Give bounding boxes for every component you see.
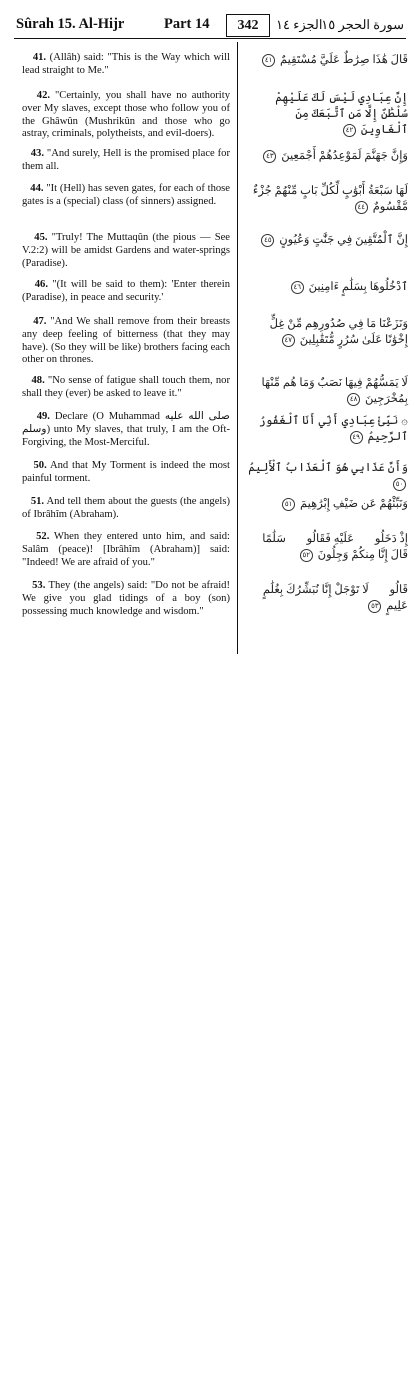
verse-46-arabic: ٱدْخُلُوهَا بِسَلَٰمٍ ءَامِنِينَ ٤٦ [248, 279, 408, 295]
verse-end-marker: ٤٤ [355, 201, 368, 214]
verse-43-arabic: وَإِنَّ جَهَنَّمَ لَمَوْعِدُهُمْ أَجْمَعِينَ ٤٣ [248, 148, 408, 164]
verse-end-marker: ٤٥ [261, 234, 274, 247]
verse-50-arabic: وَأَنَّ عَذَابِي هُوَ ٱلْعَذَابُ ٱلْأَلِيمُ ٥٠ [248, 460, 408, 492]
verse-end-marker: ٥٠ [393, 478, 406, 491]
part-label: Part 14 [164, 16, 210, 32]
verse-end-marker: ٤٢ [343, 124, 356, 137]
verse-end-marker: ٥٢ [300, 549, 313, 562]
verse-end-marker: ٤٨ [347, 393, 360, 406]
verse-end-marker: ٤٦ [291, 281, 304, 294]
verse-53-arabic: قَالُوا۟ لَا تَوْجَلْ إِنَّا نُبَشِّرُكَ بِغُلَٰمٍ عَلِيمٍ ٥٣ [262, 584, 408, 612]
verse-52-arabic: إِذْ دَخَلُوا۟ عَلَيْهِ فَقَالُوا۟ سَلَٰمًا قَالَ إِنَّا مِنكُمْ وَجِلُونَ ٥٢ [262, 533, 408, 561]
verse-47-arabic: وَنَزَعْنَا مَا فِي صُدُورِهِم مِّنْ غِلٍّ إِخْوَٰنًا عَلَىٰ سُرُرٍ مُّتَقَٰبِلِينَ ٤٧ [269, 318, 408, 346]
verse-49-translation: 49. Declare (O Muhammad صلى الله عليه وسلم) unto My slaves, that truly, I am the Oft-Forgiving, the Most-Merciful. [22, 411, 231, 448]
column-divider [237, 42, 238, 654]
verse-end-marker: ٤٩ [350, 431, 363, 444]
verse-49-arabic: ۞ نَبِّئْ عِبَادِي أَنِّي أَنَا ٱلْغَفُورُ ٱلرَّحِيمُ ٤٩ [258, 415, 408, 443]
verse-47-translation: 47. "And We shall remove from their breasts any deep feeling of bitterness (that they may have). (So they will be like) brothers facing each other on thrones. [22, 316, 230, 366]
verse-41-translation: 41. (Allâh) said: "This is the Way which will lead straight to Me." [22, 52, 230, 76]
page-number: 342 [226, 14, 270, 37]
page-header [14, 14, 406, 39]
verse-53-translation: 53. They (the angels) said: "Do not be afraid! We give you glad tidings of a boy (son) possessing much knowledge and wisdom." [22, 580, 230, 617]
verse-43-translation: 43. "And surely, Hell is the promised place for them all. [22, 148, 230, 172]
verse-end-marker: ٤٧ [282, 334, 295, 347]
verse-45-arabic: إِنَّ ٱلْمُتَّقِينَ فِي جَنَّٰتٍ وَعُيُونٍ ٤٥ [248, 232, 408, 248]
verse-44-arabic: لَهَا سَبْعَةُ أَبْوَٰبٍ لِّكُلِّ بَابٍ مِّنْهُمْ جُزْءٌ مَّقْسُومٌ ٤٤ [252, 185, 408, 213]
verse-52-translation: 52. When they entered unto him, and said: Salâm (peace)! [Ibrâhîm (Abraham)] said: "Indeed! We are afraid of you." [22, 531, 230, 568]
verse-42-translation: 42. "Certainly, you shall have no authority over My slaves, except those who follow you of the Ghâwûn (Mushrikûn and those who go astray, criminals, polytheists, and evil-doers). [22, 90, 230, 140]
verse-41-arabic: قَالَ هَٰذَا صِرَٰطٌ عَلَيَّ مُسْتَقِيمٌ ٤١ [248, 52, 408, 68]
verse-end-marker: ٤٣ [263, 150, 276, 163]
verse-44-translation: 44. "It (Hell) has seven gates, for each of those gates is a (special) class (of sinners) assigned. [22, 183, 230, 207]
surah-title: Sûrah 15. Al-Hijr [16, 16, 125, 32]
verse-end-marker: ٤١ [262, 54, 275, 67]
verse-50-translation: 50. And that My Torment is indeed the most painful torment. [22, 460, 230, 484]
verse-42-arabic: إِنَّ عِبَادِي لَيْسَ لَكَ عَلَيْهِمْ سُلْطَٰنٌ إِلَّا مَنِ ٱتَّبَعَكَ مِنَ ٱلْغَاوِينَ ٤٢ [275, 92, 408, 136]
juz-label-arabic: الجزء ١٤ [276, 17, 323, 32]
verse-48-translation: 48. "No sense of fatigue shall touch them, nor shall they (ever) be asked to leave it." [22, 375, 230, 399]
verse-48-arabic: لَا يَمَسُّهُمْ فِيهَا نَصَبٌ وَمَا هُم مِّنْهَا بِمُخْرَجِينَ ٤٨ [261, 377, 408, 405]
verse-46-translation: 46. "(It will be said to them): 'Enter therein (Paradise), in peace and security.' [22, 279, 230, 303]
verse-51-translation: 51. And tell them about the guests (the angels) of Ibrâhîm (Abraham). [22, 496, 230, 520]
surah-title-arabic: سورة الحجر ١٥ [321, 17, 404, 32]
verse-end-marker: ٥٣ [368, 600, 381, 613]
verse-51-arabic: وَنَبِّئْهُمْ عَن ضَيْفِ إِبْرَٰهِيمَ ٥١ [248, 496, 408, 512]
verse-45-translation: 45. "Truly! The Muttaqûn (the pious — See V.2:2) will be amidst Gardens and water-springs (Paradise). [22, 232, 230, 269]
verse-end-marker: ٥١ [282, 498, 295, 511]
